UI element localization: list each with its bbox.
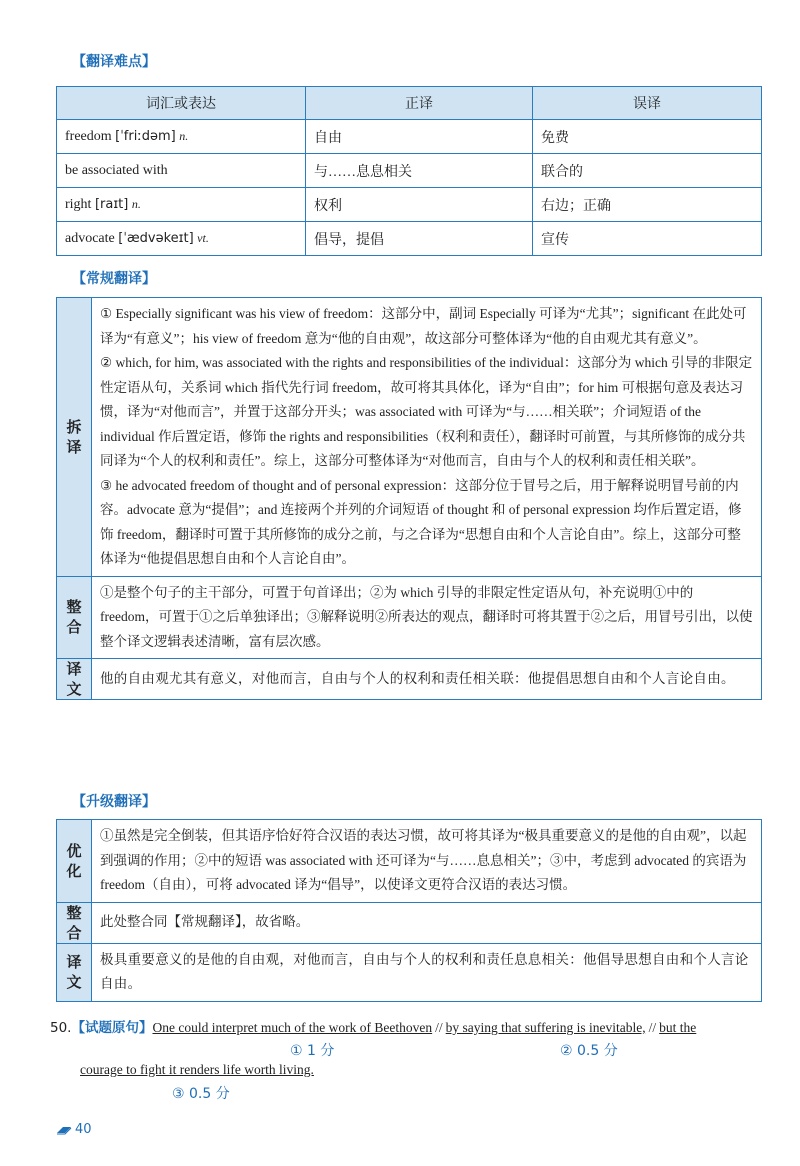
question-50 [50,1017,770,1039]
correct-translation: 倡导，提倡 [306,222,533,256]
merge-row [57,576,762,659]
word: be associated with [65,162,168,178]
divider-slash: // [435,1020,443,1035]
translation-content: 他的自由观尤其有意义，对他而言，自由与个人的权利和责任相关联：他提倡思想自由和个人言论自由。 [92,659,762,700]
upgrade-translation-table [56,819,762,1002]
table-row [57,222,762,256]
word-cell [57,120,306,154]
part-of-speech: n. [179,128,189,143]
part-of-speech: vt. [197,230,209,245]
phonetic: [raɪt] [94,196,129,212]
wrong-translation: 免费 [533,120,762,154]
correct-translation: 自由 [306,120,533,154]
tag-text: 整合 [66,598,82,637]
sentence-part-3b: courage to fight it renders life worth living. [80,1062,314,1077]
regular-translation-table [56,297,762,700]
correct-translation: 权利 [306,188,533,222]
translation-content: 极具重要意义的是他的自由观，对他而言，自由与个人的权利和责任息息相关：他倡导思想自由和个人言论自由。 [92,943,762,1001]
section-title-difficulty: 【翻译难点】 [72,54,156,70]
section-title-upgrade: 【升级翻译】 [72,794,156,810]
tag-text: 拆译 [66,417,82,456]
optimize-content: ①虽然是完全倒装，但其语序恰好符合汉语的表达习惯，故可将其译为“极具重要意义的是他的自由观”，以起到强调的作用；②中的短语 was associated with 还可译为“与……息息相关”；③中，考虑到 advocated 的宾语为 freedom（自由），可将 advocated 译为“倡导”，以使译文更符合汉语的表达习惯。 [92,820,762,903]
split-tag [57,298,92,577]
tag-text: 译文 [66,953,82,991]
word: freedom [65,128,112,144]
merge-tag [57,576,92,659]
page-number [56,1122,92,1137]
score-2: ② 0.5 分 [560,1043,618,1059]
merge-content: ①是整个句子的主干部分，可置于句首译出；②为 which 引导的非限定性定语从句，补充说明①中的 freedom，可置于①之后单独译出；③解释说明②所表达的观点，翻译时可将其置于②之后，用冒号引出，以使整个译文逻辑表述清晰，富有层次感。 [92,576,762,659]
column-header: 误译 [533,87,762,120]
translation-row [57,659,762,700]
merge-row [57,902,762,943]
correct-translation: 与……息息相关 [306,154,533,188]
tag-text: 整合 [66,903,82,942]
part-of-speech: n. [131,196,141,211]
translation-row [57,943,762,1001]
optimize-row [57,820,762,903]
word-cell [57,222,306,256]
question-tag: 【试题原句】 [71,1020,153,1036]
word-cell [57,188,306,222]
translation-tag [57,659,92,700]
sentence-part-2: by saying that suffering is inevitable, [445,1020,646,1035]
phonetic: [ˈfriːdəm] [115,128,176,144]
phonetic: [ˈædvəkeɪt] [118,230,194,246]
sentence-part-3a: but the [659,1020,697,1035]
table-header-row [57,87,762,120]
section-title-regular: 【常规翻译】 [72,271,156,287]
score-3: ③ 0.5 分 [172,1086,230,1102]
sentence-part-1: One could interpret much of the work of Beethoven [152,1020,433,1035]
tag-text: 译文 [66,660,82,698]
divider-slash: // [648,1020,657,1035]
wrong-translation: 宣传 [533,222,762,256]
word: right [65,196,92,212]
merge-content: 此处整合同【常规翻译】，故省略。 [92,902,762,943]
split-paragraph-2: ② which, for him, was associated with the rights and responsibilities of the individual：这部分为 which 引导的非限定性定语从句，关系词 which 指代先行词 freedom，故可将其具体化，译为“自由”；for him 可根据句意及表达习惯，译为“对他而言”，并置于这部分开头；was associated with 可译为“与……相关联”；介词短语 of the individual 作后置定语，修饰 the rights and responsibilities（权利和责任），翻译时可前置，与其所修饰的成分共同译为“个人的权利和责任”。综上，这部分可整体译为“对他而言，自由与个人的权利和责任相关联”。 [100,355,753,468]
book-icon [56,1125,72,1135]
column-header: 正译 [306,87,533,120]
word: advocate [65,230,115,246]
split-content [92,298,762,577]
word-cell [57,154,306,188]
split-row [57,298,762,577]
score-1: ① 1 分 [290,1043,335,1059]
table-row [57,120,762,154]
column-header: 词汇或表达 [57,87,306,120]
question-number: 50. [50,1020,72,1036]
page-number-text: 40 [75,1122,92,1137]
table-row [57,154,762,188]
wrong-translation: 右边；正确 [533,188,762,222]
optimize-tag [57,820,92,903]
wrong-translation: 联合的 [533,154,762,188]
merge-tag [57,902,92,943]
split-paragraph-1: ① Especially significant was his view of freedom：这部分中，副词 Especially 可译为“尤其”；significant 在此处可译为“有意义”；his view of freedom 意为“他的自由观”，故这部分可整体译为“他的自由观尤其有意义”。 [100,306,747,346]
table-row [57,188,762,222]
tag-text: 优化 [66,841,82,880]
vocab-table [56,86,762,256]
translation-tag [57,943,92,1001]
split-paragraph-3: ③ he advocated freedom of thought and of personal expression：这部分位于冒号之后，用于解释说明冒号前的内容。advocate 意为“提倡”；and 连接两个并列的介词短语 of thought 和 of personal expression 均作后置定语，修饰 freedom，翻译时可置于其所修饰的成分之前，与之合译为“思想自由和个人言论自由”。综上，这部分可整体译为“他提倡思想自由和个人言论自由”。 [100,477,742,566]
